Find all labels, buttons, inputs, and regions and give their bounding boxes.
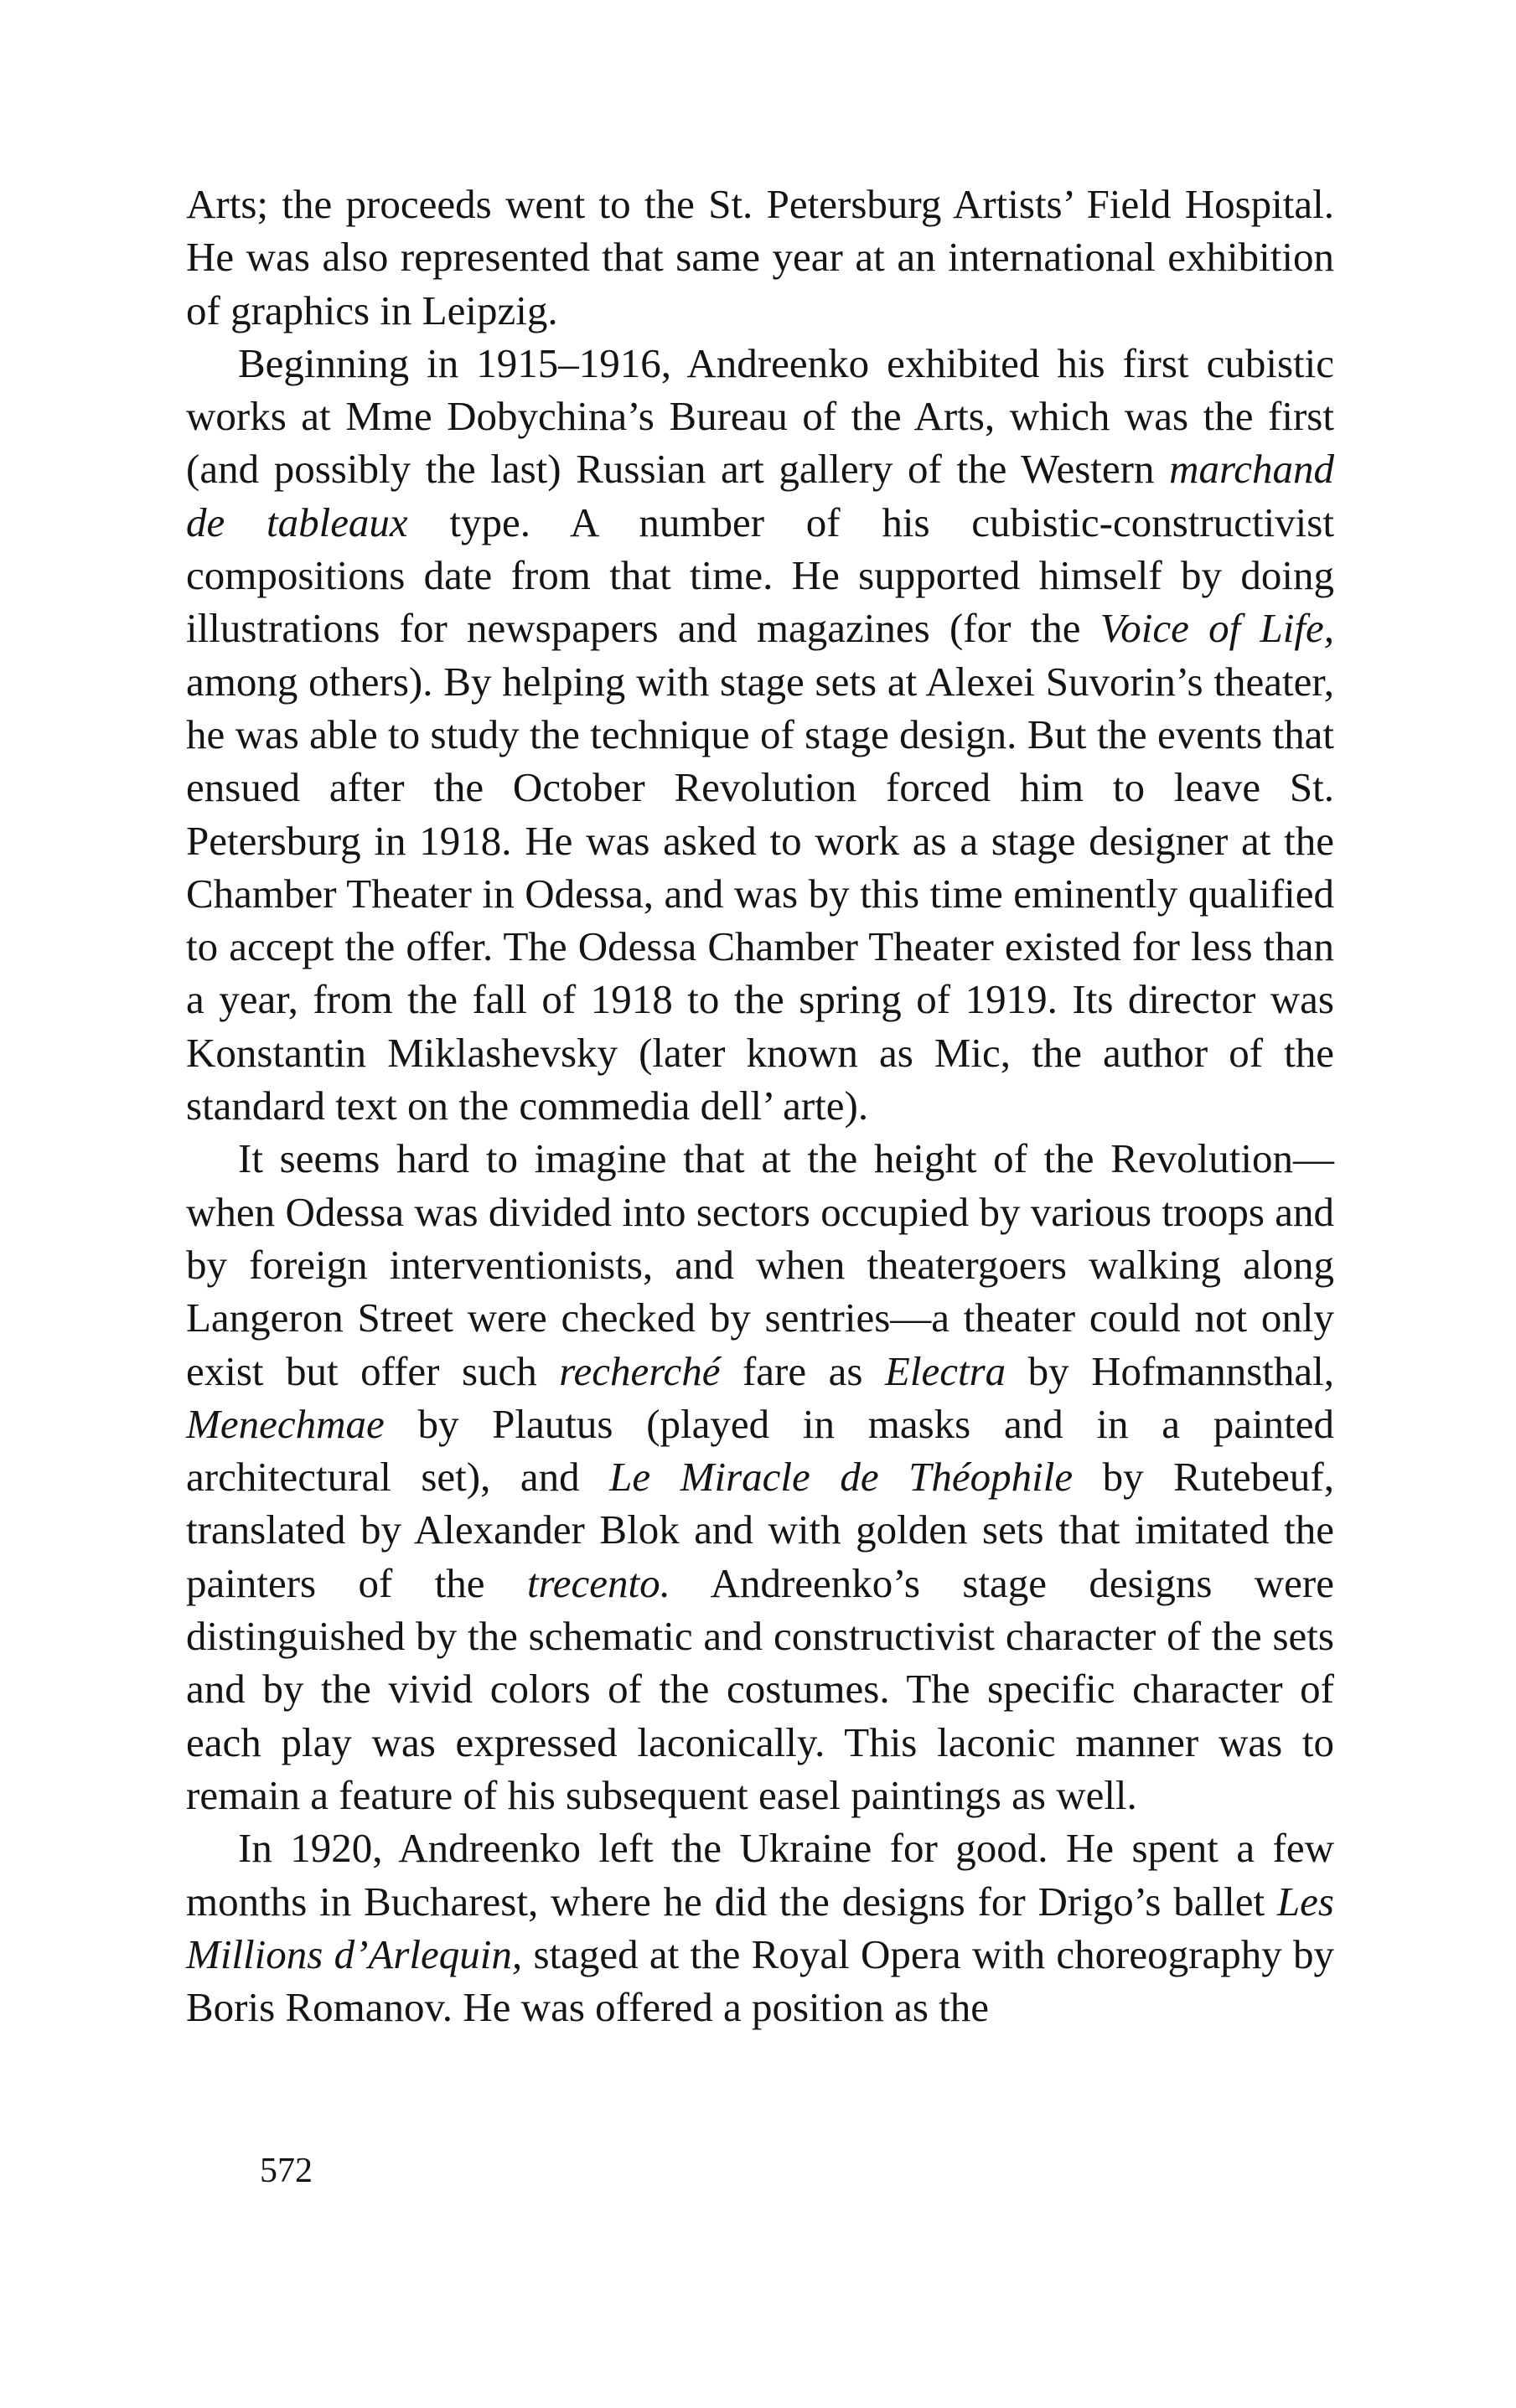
text-run: fare as	[720, 1347, 885, 1394]
paragraph-2	[186, 337, 1334, 1132]
page-number: 572	[260, 2152, 313, 2190]
paragraph-1	[186, 178, 1334, 337]
text-run: by Hofmannsthal,	[1006, 1347, 1334, 1394]
italic-text: Les Millions d’Arlequin,	[186, 1878, 1334, 1977]
italic-text: Electra	[884, 1347, 1006, 1394]
text-run: by Plautus (played in masks and in a painted architectural set), and	[186, 1400, 1334, 1501]
italic-text: trecento.	[526, 1559, 670, 1606]
italic-text: recherché	[559, 1347, 721, 1394]
text-run: Arts; the proceeds went to the St. Petersburg Artists’ Field Hospital. He was also represented that same year at an international exhibition of graphics in Leipzig.	[186, 181, 1334, 333]
italic-text: marchand de tableaux	[186, 446, 1334, 545]
text-run: Andreenko’s stage designs were distinguished by the schematic and constructivist character of the sets and by the vivid colors of the costumes. The specific character of each play was expressed laconically. This laconic manner was to remain a feature of his subsequent easel paintings as well.	[186, 1559, 1334, 1818]
page-text-block	[186, 178, 1334, 2033]
italic-text: Le Miracle de Théophile	[609, 1454, 1074, 1501]
text-run: Beginning in 1915–1916, Andreenko exhibited his first cubistic works at Mme Dobychina’s Bureau of the Arts, which was the first (and possibly the last) Russian art gallery of the Western	[186, 339, 1334, 493]
paragraph-4	[186, 1822, 1334, 2033]
text-run: by Rutebeuf, translated by Alexander Blok and with golden sets that imitated the painters of the	[186, 1454, 1334, 1606]
text-run: staged at the Royal Opera with choreography by Boris Romanov. He was offered a position as the	[186, 1930, 1334, 2031]
paragraph-3	[186, 1132, 1334, 1822]
italic-text: Menechmae	[186, 1400, 385, 1447]
text-run: In 1920, Andreenko left the Ukraine for good. He spent a few months in Bucharest, where he did the designs for Drigo’s ballet	[186, 1825, 1334, 1925]
text-run: type. A number of his cubistic-constructivist compositions date from that time. He supported himself by doing illustrations for newspapers and magazines (for the	[186, 499, 1334, 652]
text-run: It seems hard to imagine that at the height of the Revolution—when Odessa was divided into sectors occupied by various troops and by foreign interventionists, and when theatergoers walking along Langeron Street were checked by sentries—a theater could not only exist but offer such	[186, 1135, 1334, 1394]
text-run: among others). By helping with stage sets at Alexei Suvorin’s theater, he was able to study the technique of stage design. But the events that ensued after the October Revolution forced him to leave St. Petersburg in 1918. He was asked to work as a stage designer at the Chamber Theater in Odessa, and was by this time eminently qualified to accept the offer. The Odessa Chamber Theater existed for less than a year, from the fall of 1918 to the spring of 1919. Its director was Konstantin Miklashevsky (later known as Mic, the author of the standard text on the commedia dell’ arte).	[186, 658, 1334, 1129]
italic-text: Voice of Life,	[1099, 605, 1335, 652]
